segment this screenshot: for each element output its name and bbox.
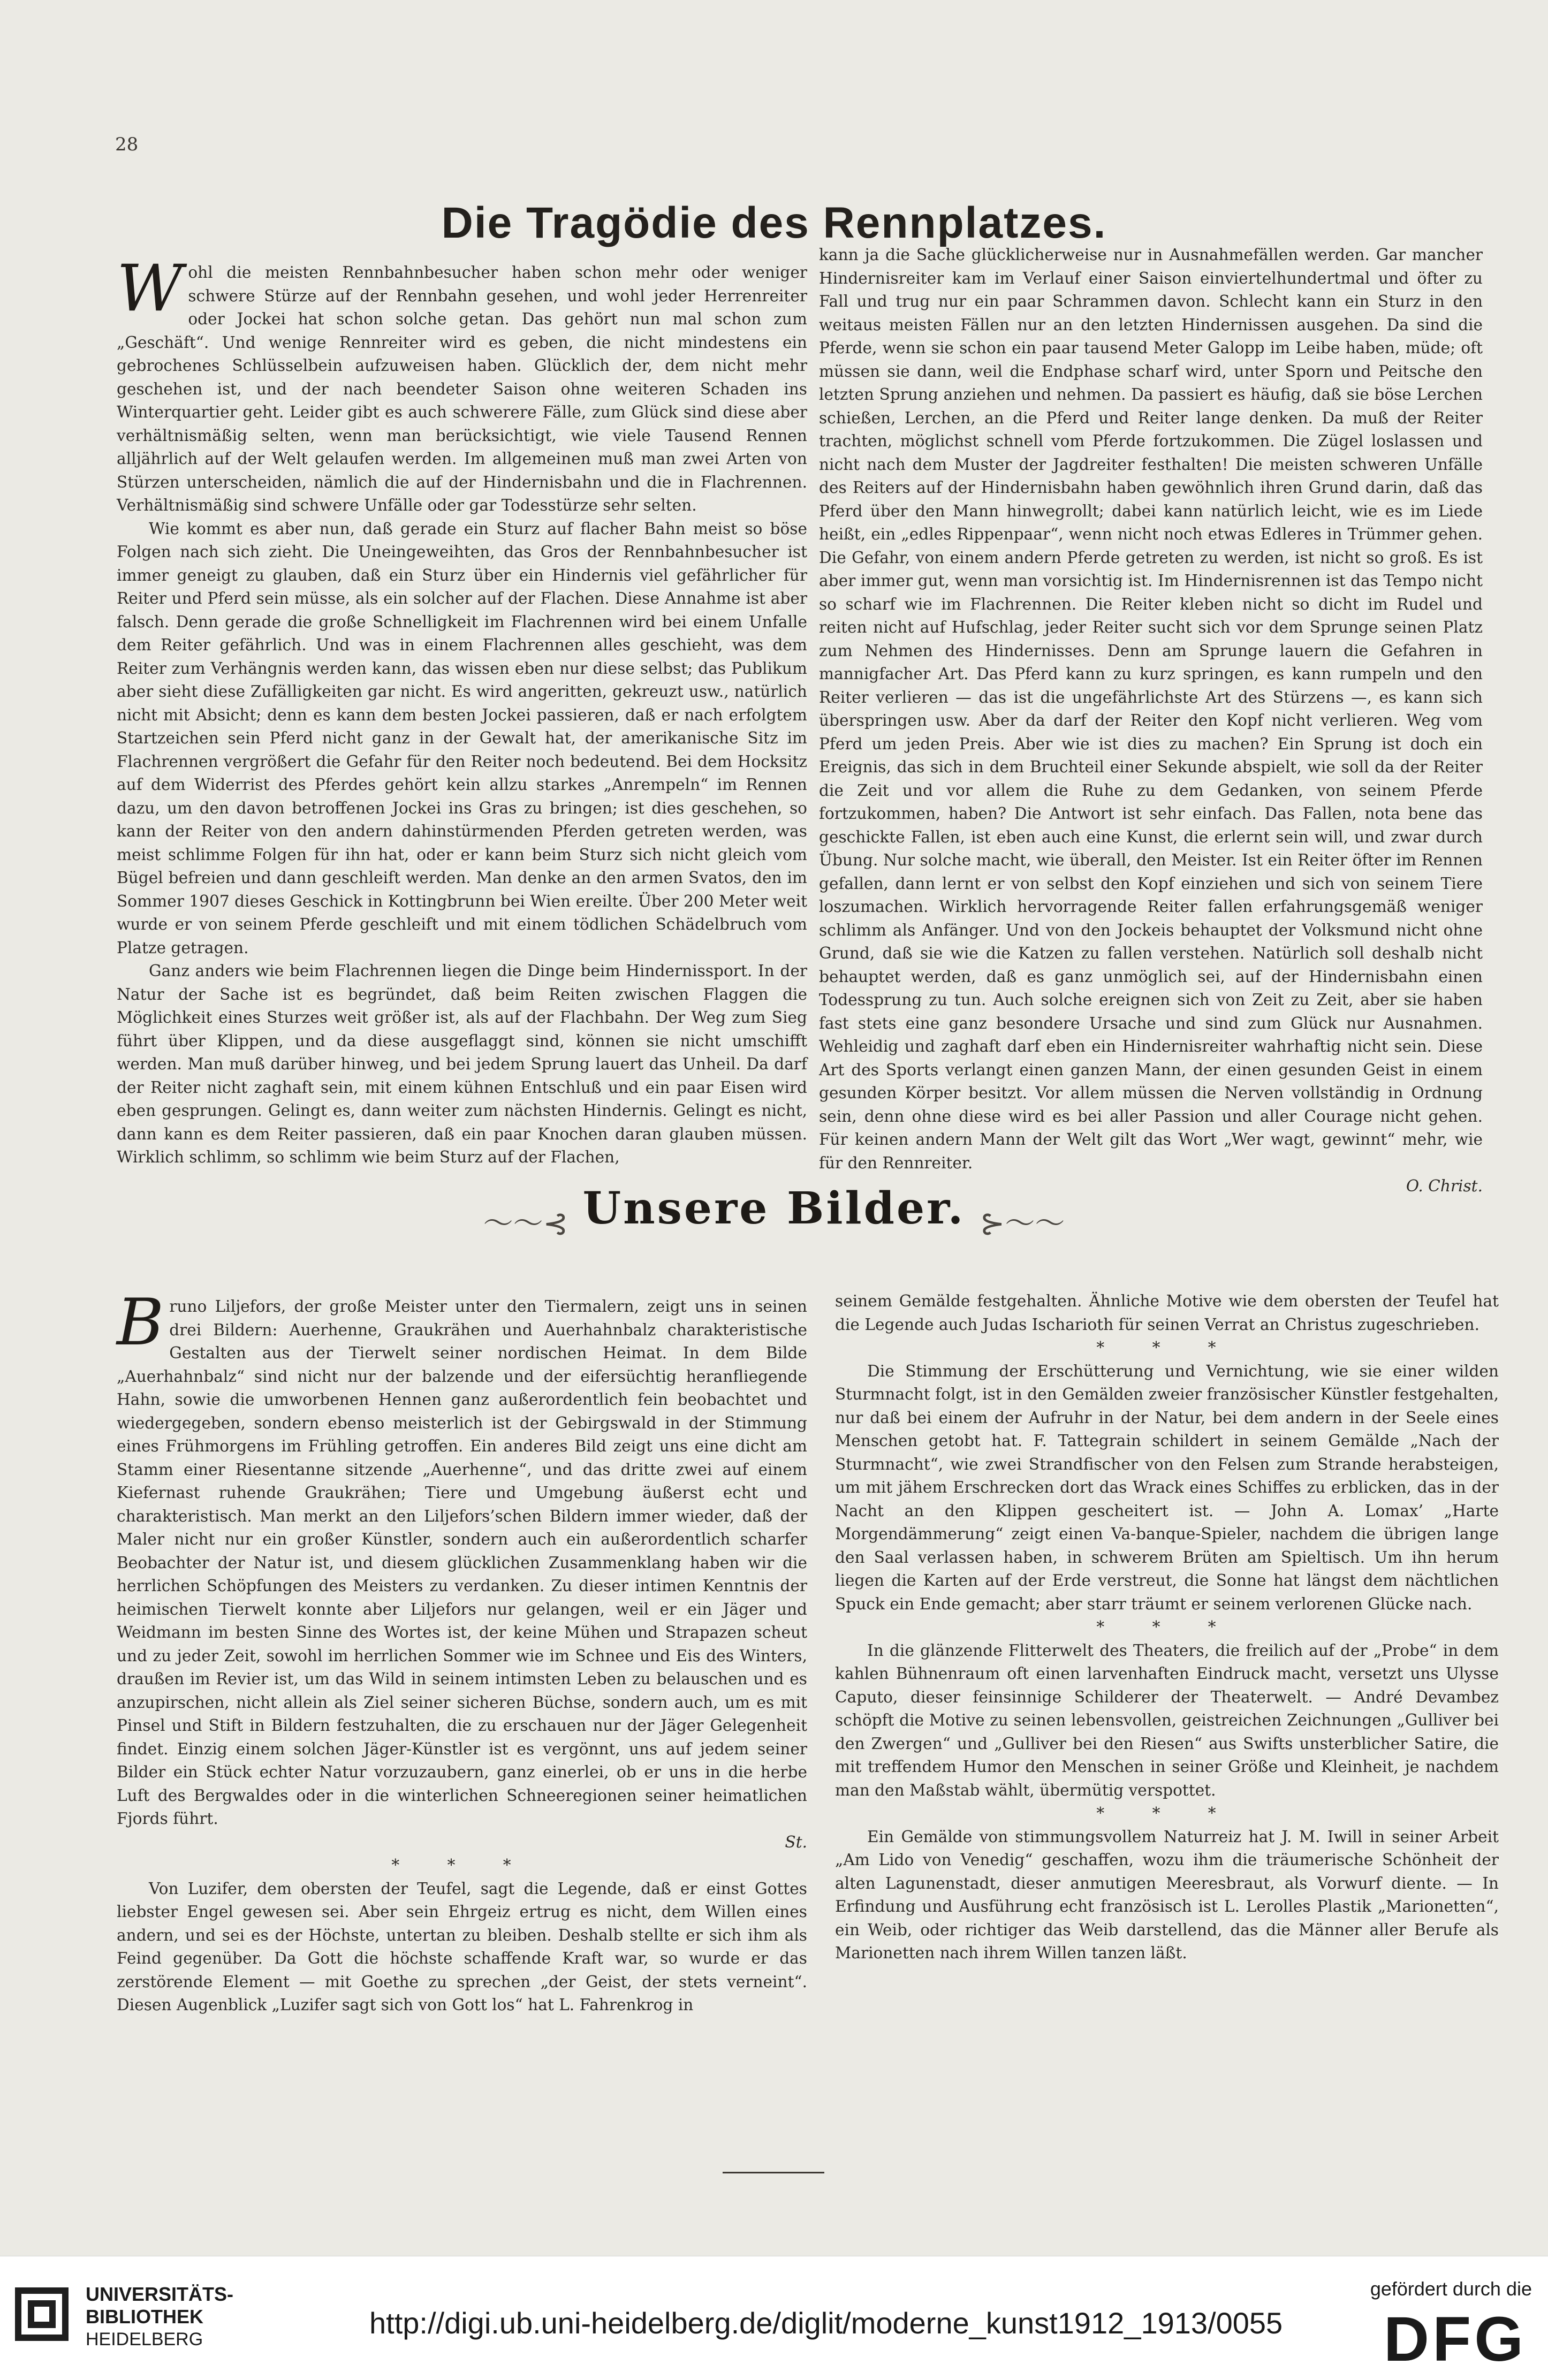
article-title-tragoedie: Die Tragödie des Rennplatzes. [441, 199, 1107, 247]
library-name-line2: BIBLIOTHEK [86, 2306, 203, 2328]
paragraph-with-dropcap [117, 252, 807, 518]
paragraph: Ein Gemälde von stimmungsvollem Naturreiz hat J. M. Iwill in seiner Arbeit „Am Lido von Venedig“ geschaffen, wozu ihm die träumerische Schönheit der alten Lagunenstadt, dieser anmutigen Meeresbraut, als Vorwurf diente. — In Erfindung und Ausführung echt französisch ist L. Lerolles Plastik „Marionetten“, ein Weib, oder richtiger das Weib darstellend, das die Männer aller Berufe als Marionetten nach ihrem Willen tanzen läßt. [835, 1827, 1499, 1962]
paragraph-text: ohl die meisten Rennbahnbesucher haben schon mehr oder weniger schwere Stürze auf der Rennbahn gesehen, und wohl jeder Herrenreiter oder Jockei hat schon solche getan. Das gehört nun mal schon zum „Geschäft“. Und wenige Rennreiter wird es geben, die nicht mindestens ein gebrochenes Schlüsselbein aufzuweisen haben. Glücklich der, dem nicht mehr geschehen ist, und der nach beendeter Saison ohne weiteren Schaden ins Winterquartier geht. Leider gibt es auch schwerere Fälle, zum Glück sind diese aber verhältnismäßig selten, wenn man berücksichtigt, wie viele Tausend Rennen alljährlich auf der Welt gelaufen werden. Im allgemeinen muß man zwei Arten von Stürzen unterscheiden, nämlich die auf der Hindernisbahn und die in Flachrennen. Verhältnismäßig sind schwere Unfälle oder gar Todesstürze sehr selten. [117, 263, 807, 514]
section-separator-stars: * * * [1096, 1804, 1238, 1822]
paragraph: In die glänzende Flitterwelt des Theaters, die freilich auf der „Probe“ in dem kahlen Bühnenraum oft einen larvenhaften Eindruck macht, versetzt uns Ulysse Caputo, dieser feinsinnige Schilderer der Theaterwelt. — André Devambez schöpft die Motive zu seinen lebensvollen, geistreichen Zeichnungen „Gulliver bei den Zwergen“ und „Gulliver bei den Riesen“ aus Swifts unsterblicher Satire, die mit treffendem Humor den Menschen in seiner Größe und Kleinheit, je nachdem man den Maßstab wählt, übermütig verspottet. [835, 1641, 1499, 1799]
university-seal-icon [10, 2282, 74, 2346]
paragraph-text: runo Liljefors, der große Meister unter den Tiermalern, zeigt uns in seinen drei Bildern: Auerhenne, Graukrähen und Auerhahnbalz charakteristische Gestalten aus der Tierwelt seiner nordischen Heimat. In dem Bilde „Auerhahnbalz“ sind nicht nur der balzende und der eifersüchtig heranfliegende Hahn, sowie die umworbenen Hennen ganz außerordentlich fein beobachtet und wiedergegeben, sondern ebenso meisterlich ist der Gebirgswald in der Stimmung eines Frühmorgens im Frühling getroffen. Ein anderes Bild zeigt uns eine dicht am Stamm einer Riesentanne sitzende „Auerhenne“, und das dritte zwei auf einem Kiefernast ruhende Graukrähen; Tiere und Umgebung äußerst echt und charakteristisch. Man merkt an den Liljefors’schen Bildern immer wieder, daß der Maler nicht nur ein großer Künstler, sondern auch ein außerordentlich scharfer Beobachter der Natur ist, und diesem glücklichen Zusammenklang haben wir die herrlichen Schöpfungen des Meisters zu verdanken. Zu dieser intimen Kenntnis der heimischen Tierwelt konnte aber Liljefors nur gelangen, weil er ein Jäger und Weidmann im besten Sinne des Wortes ist, der keine Mühen und Strapazen scheut und zu jeder Zeit, sowohl im herrlichen Sommer wie im Schnee und Eis des Winters, draußen im Revier ist, um das Wild in seinem intimsten Leben zu belauschen und es anzupirschen, nicht allein als Ziel seiner sicheren Büchse, sondern auch, um es mit Pinsel und Stift in Bildern festzuhalten, die zu erschauen nur der Jäger Gelegenheit findet. Einzig einem solchen Jäger-Künstler ist es vergönnt, uns auf jedem seiner Bilder ein Stück echter Natur vorzuzaubern, ganz einerlei, ob er uns in die herbe Luft des Bergwaldes oder in die winterlichen Schneeregionen seiner heimatlichen Fjords führt. [117, 1297, 807, 1828]
flourish-ornament-left-icon: 〜〜⊰ [483, 1206, 568, 1241]
author-signature: O. Christ. [1406, 1177, 1483, 1195]
paragraph: Wie kommt es aber nun, daß gerade ein Sturz auf flacher Bahn meist so böse Folgen nach sich zieht. Die Uneingeweihten, das Gros der Rennbahnbesucher ist immer geneigt zu glauben, daß ein Sturz über ein Hindernis viel gefährlicher für Reiter und Pferd sein müsse, als ein solcher auf der Flachen. Diese Annahme ist aber falsch. Denn gerade die große Schnelligkeit im Flachrennen wird bei einem Unfalle dem Reiter gefährlich. Und was in einem Flachrennen alles geschieht, was dem Reiter zum Verhängnis werden kann, das wissen eben nur diese selbst; das Publikum aber sieht diese Zufälligkeiten gar nicht. Es wird angeritten, gekreuzt usw., natürlich nicht mit Absicht; denn es kann dem besten Jockei passieren, daß er nach erfolgtem Startzeichen sein Pferd nicht ganz in der Gewalt hat, der amerikanische Sitz im Flachrennen vergrößert die Gefahr für den Reiter noch bedeutend. Bei dem Hocksitz auf dem Widerrist des Pferdes gehört kein allzu starkes „Anrempeln“ im Rennen dazu, um den davon betroffenen Jockei ins Gras zu bringen; ist dies geschehen, so kann der Reiter von den andern dahinstürmenden Pferden getreten werden, was meist schlimme Folgen für ihn hat, oder er kann beim Sturz sich nicht gleich vom Bügel befreien und dann geschleift werden. Man denke an den armen Svatos, den im Sommer 1907 dieses Geschick in Kottingbrunn bei Wien ereilte. Über 200 Meter weit wurde er von seinem Pferde geschleift und mit einem tödlichen Schädelbruch vom Platze getragen. [117, 519, 807, 957]
paragraph-with-dropcap [117, 1286, 807, 1831]
page-number: 28 [115, 134, 139, 155]
paragraph: seinem Gemälde festgehalten. Ähnliche Motive wie dem obersten der Teufel hat die Legende auch Judas Ischarioth für seinen Verrat an Christus zugeschrieben. [835, 1292, 1499, 1334]
article2-column-right [835, 1290, 1499, 2146]
article-title-unsere-bilder: Unsere Bilder. [582, 1183, 966, 1234]
article1-column-left [117, 252, 807, 1171]
dropcap-initial: B [117, 1286, 164, 1360]
permalink-url[interactable]: http://digi.ub.uni-heidelberg.de/diglit/moderne_kunst1912_1913/0055 [369, 2306, 1283, 2340]
flourish-ornament-right-icon: ⊱〜〜 [980, 1206, 1065, 1241]
section-separator-stars: * * * [1096, 1339, 1238, 1357]
end-rule-ornament [723, 2172, 824, 2173]
section-separator-stars: * * * [1096, 1618, 1238, 1636]
article1-column-right [819, 244, 1483, 1195]
dfg-logo-icon: DFG [1383, 2304, 1527, 2375]
author-signature: St. [785, 1832, 807, 1851]
library-name-line3: HEIDELBERG [86, 2329, 203, 2349]
article-title-wrap [0, 1183, 1548, 1243]
paragraph: Von Luzifer, dem obersten der Teufel, sagt die Legende, daß er einst Gottes liebster Engel gewesen sei. Aber sein Ehrgeiz ertrug es nicht, dem Willen eines andern, und sei es der Höchste, untertan zu bleiben. Deshalb stellte er sich ihm als Feind gegenüber. Da Gott die höchste schaffende Kraft war, so wurde er das zerstörende Element — mit Goethe zu sprechen „der Geist, der stets verneint“. Diesen Augenblick „Luzifer sagt sich von Gott los“ hat L. Fahrenkrog in [117, 1879, 807, 2014]
library-name-line1: UNIVERSITÄTS- [86, 2283, 234, 2305]
article2-column-left [117, 1286, 807, 2151]
paragraph: Ganz anders wie beim Flachrennen liegen die Dinge beim Hindernissport. In der Natur der Sache ist es begründet, daß beim Reiten zwischen Flaggen die Möglichkeit eines Sturzes weit größer ist, als auf der Flachbahn. Der Weg zum Sieg führt über Klippen, und da diese ausgeflaggt sind, können sie nicht umschifft werden. Man muß darüber hinweg, und bei jedem Sprung lauert das Unheil. Da darf der Reiter nicht zaghaft sein, mit einem kühnen Entschluß und ein paar Eisen wird eben gesprungen. Gelingt es, dann weiter zum nächsten Hindernis. Gelingt es nicht, dann kann es dem Reiter passieren, daß ein paar Knochen daran glauben müssen. Wirklich schlimm, so schlimm wie beim Sturz auf der Flachen, [117, 962, 807, 1166]
paragraph: kann ja die Sache glücklicherweise nur in Ausnahmefällen werden. Gar mancher Hindernisreiter kam im Verlauf einer Saison einviertelhundertmal und öfter zu Fall und trug nur ein paar Schrammen davon. Schlecht kann ein Sturz in den weitaus meisten Fällen nur an den letzten Hindernissen ausgehen. Da sind die Pferde, wenn sie schon ein paar tausend Meter Galopp im Leibe haben, müde; oft müssen sie dann, weil die Endphase scharf wird, unter Sporn und Peitsche den letzten Sprung anziehen und nehmen. Da passiert es häufig, daß sie böse Lerchen schießen, Lerchen, an die Pferd und Reiter lange denken. Da muß der Reiter trachten, möglichst schnell vom Pferde fortzukommen. Die Zügel loslassen und nicht nach dem Muster der Jagdreiter festhalten! Die meisten schweren Unfälle des Reiters auf der Hindernisbahn haben gewöhnlich ihren Grund darin, daß das Pferd über den Mann hinwegrollt; dabei kann natürlich leicht, wie es im Liede heißt, ein „edles Rippenpaar“, wenn nicht noch etwas Edleres in Trümmer gehen. Die Gefahr, von einem andern Pferde getreten zu werden, ist nicht so groß. Es ist aber immer gut, wenn man vorsichtig ist. Im Hindernisrennen ist das Tempo nicht so scharf wie im Flachrennen. Die Reiter kleben nicht so dicht im Rudel und reiten nicht auf Hufschlag, jeder Reiter sucht sich vor dem Sprunge seinen Platz zum Nehmen des Hindernisses. Denn am Sprunge lauern die Gefahren in mannigfacher Art. Das Pferd kann zu kurz springen, es kann rumpeln und den Reiter verlieren — das ist die ungefährlichste Art des Stürzens —, es kann sich überspringen usw. Aber da darf der Reiter den Kopf nicht verlieren. Weg vom Pferd um jeden Preis. Aber wie ist dies zu machen? Ein Sprung ist doch ein Ereignis, das sich in dem Bruchteil einer Sekunde abspielt, wie soll da der Reiter die Zeit und vor allem die Ruhe zu dem Gedanken, von seinem Pferde fortzukommen, haben? Die Antwort ist sehr einfach. Das Fallen, nota bene das geschickte Fallen, ist eben auch eine Kunst, die erlernt sein will, und zwar durch Übung. Nur solche macht, wie überall, den Meister. Ist ein Reiter öfter im Rennen gefallen, dann lernt er von selbst den Kopf einziehen und sich von seinem Tiere loszumachen. Wirklich hervorragende Reiter fallen erfahrungsgemäß weniger schlimm als Anfänger. Und von den Jockeis behauptet der Volksmund nicht ohne Grund, daß sie wie die Katzen zu fallen verstehen. Natürlich soll deshalb nicht behauptet werden, daß es ganz unmöglich sei, auf der Hindernisbahn einen Todessprung zu tun. Auch solche ereignen sich von Zeit zu Zeit, aber sie haben fast stets eine ganz besondere Ursache und sind zum Glück nur Ausnahmen. Wehleidig und zaghaft darf eben ein Hindernisreiter wahrhaftig nicht sein. Diese Art des Sports verlangt einen ganzen Mann, der einen gesunden Geist in einem gesunden Körper besitzt. Vor allem müssen die Nerven vollständig in Ordnung sein, denn ohne diese wird es bei aller Passion und aller Courage nicht gehen. Für keinen andern Mann der Welt gilt das Wort „Wer wagt, gewinnt“ mehr, wie für den Rennreiter. [819, 246, 1483, 1172]
library-name [86, 2283, 233, 2351]
paragraph: Die Stimmung der Erschütterung und Vernichtung, wie sie einer wilden Sturmnacht folgt, ist in den Gemälden zweier französischer Künstler festgehalten, nur daß bei einem der Aufruhr in der Natur, bei dem andern in der Seele eines Menschen getobt hat. F. Tattegrain schildert in seinem Gemälde „Nach der Sturmnacht“, wie zwei Strandfischer von den Felsen zum Strande herabsteigen, um mit jähem Erschrecken dort das Wrack eines Schiffes zu erblicken, das in der Nacht an den Klippen gescheitert ist. — John A. Lomax’ „Harte Morgendämmerung“ zeigt einen Va-banque-Spieler, nachdem die übrigen lange den Saal verlassen haben, in schwerem Brüten am Spieltisch. Um ihn herum liegen die Karten auf der Erde verstreut, die Sonne hat längst dem nächtlichen Spuck ein Ende gemacht; aber starr träumt er seinem verlorenen Glücke nach. [835, 1362, 1499, 1613]
funding-label: gefördert durch die [1370, 2278, 1532, 2300]
section-separator-stars: * * * [391, 1856, 533, 1874]
dropcap-initial: W [117, 252, 183, 326]
footer-bar [0, 2256, 1548, 2380]
